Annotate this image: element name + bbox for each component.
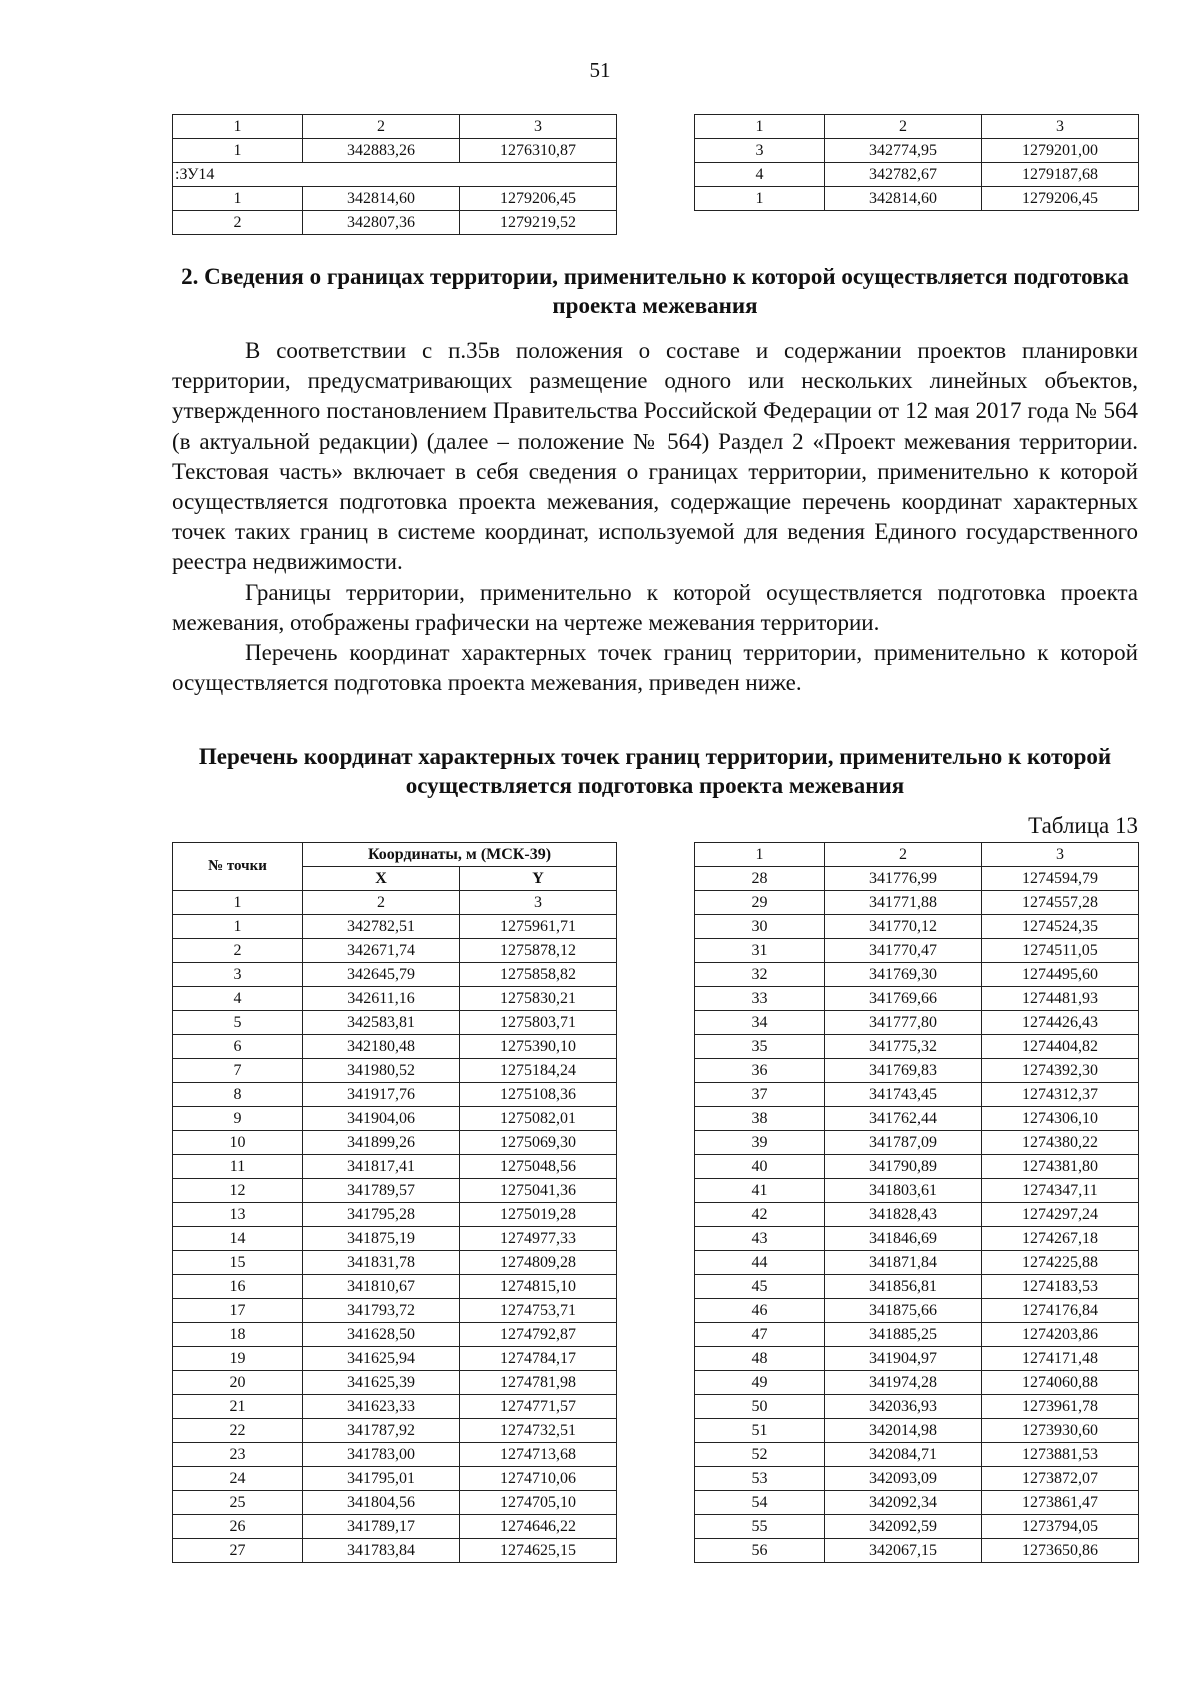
table-cell: 342084,71 [825, 1443, 982, 1467]
table-cell: 2 [303, 115, 460, 139]
table-cell: 12 [173, 1179, 303, 1203]
table-cell: 30 [695, 915, 825, 939]
table-cell: 1274306,10 [982, 1107, 1139, 1131]
table-cell: 1273872,07 [982, 1467, 1139, 1491]
table-row [173, 939, 617, 963]
table-cell: 341871,84 [825, 1251, 982, 1275]
table-cell: 2 [825, 115, 982, 139]
table-row [173, 1275, 617, 1299]
table-cell: 341771,88 [825, 891, 982, 915]
table-cell: 1274495,60 [982, 963, 1139, 987]
table-cell: 1274225,88 [982, 1251, 1139, 1275]
table-row [173, 1155, 617, 1179]
table-cell: 341817,41 [303, 1155, 460, 1179]
table-cell: 1275830,21 [460, 987, 617, 1011]
table-row [173, 1035, 617, 1059]
boundary-points-table-right [694, 842, 1139, 1563]
table-row [695, 1035, 1139, 1059]
paragraph: Перечень координат характерных точек границ территории, применительно к которой осуществляется подготовка проекта межевания, приведен ниже. [172, 640, 1138, 696]
table-cell: 1275041,36 [460, 1179, 617, 1203]
table-cell: 1274710,06 [460, 1467, 617, 1491]
table-cell: 342645,79 [303, 963, 460, 987]
table-cell: 341762,44 [825, 1107, 982, 1131]
table-row [695, 1059, 1139, 1083]
table-caption: Таблица 13 [1028, 813, 1138, 838]
table-cell: 54 [695, 1491, 825, 1515]
table-cell: 1274977,33 [460, 1227, 617, 1251]
table-cell: 13 [173, 1203, 303, 1227]
table-row [695, 915, 1139, 939]
table-cell: 342036,93 [825, 1395, 982, 1419]
table-cell: 341628,50 [303, 1323, 460, 1347]
table-row [695, 1347, 1139, 1371]
table-cell: 50 [695, 1395, 825, 1419]
table-cell: 341787,92 [303, 1419, 460, 1443]
table-cell: 341787,09 [825, 1131, 982, 1155]
table-cell: 1274732,51 [460, 1419, 617, 1443]
table-cell: 39 [695, 1131, 825, 1155]
table-cell: 53 [695, 1467, 825, 1491]
table-cell: 1274625,15 [460, 1539, 617, 1563]
boundary-points-table-left [172, 842, 617, 1563]
table-cell: 1275390,10 [460, 1035, 617, 1059]
table-cell: 1275082,01 [460, 1107, 617, 1131]
table-group-row [173, 163, 617, 187]
table-row [173, 1227, 617, 1251]
table-row [695, 187, 1139, 211]
table-cell: 1273961,78 [982, 1395, 1139, 1419]
table-row [695, 1491, 1139, 1515]
table-cell: 341625,94 [303, 1347, 460, 1371]
table-cell: 1275019,28 [460, 1203, 617, 1227]
table-cell: 342671,74 [303, 939, 460, 963]
table-cell: 1 [695, 115, 825, 139]
table-cell: 1273881,53 [982, 1443, 1139, 1467]
body-text [172, 336, 1138, 698]
table-cell: 1275069,30 [460, 1131, 617, 1155]
table-header-row [173, 843, 617, 867]
table-cell: 4 [695, 163, 825, 187]
table-cell: 38 [695, 1107, 825, 1131]
table-row [173, 1299, 617, 1323]
table-cell: 1273650,86 [982, 1539, 1139, 1563]
column-header-point-number: № точки [173, 843, 303, 891]
table-cell: 1274312,37 [982, 1083, 1139, 1107]
paragraph: Границы территории, применительно к которой осуществляется подготовка проекта межевания, отображены графически на чертеже межевания территории. [172, 579, 1138, 635]
table-cell: 49 [695, 1371, 825, 1395]
table-cell: 10 [173, 1131, 303, 1155]
top-right-coordinates-table [694, 114, 1139, 211]
table-cell: 44 [695, 1251, 825, 1275]
column-header-x: X [303, 867, 460, 891]
table-cell: 46 [695, 1299, 825, 1323]
table-cell: 16 [173, 1275, 303, 1299]
table-cell: 1279187,68 [982, 163, 1139, 187]
table-cell: 25 [173, 1491, 303, 1515]
table-row [173, 1011, 617, 1035]
table-cell: 342092,59 [825, 1515, 982, 1539]
table-cell: 341770,47 [825, 939, 982, 963]
table-cell: 342814,60 [303, 187, 460, 211]
table-row [695, 1371, 1139, 1395]
table-cell: 342807,36 [303, 211, 460, 235]
table-cell: 1274815,10 [460, 1275, 617, 1299]
table-row [695, 1419, 1139, 1443]
table-cell: 341769,66 [825, 987, 982, 1011]
table-row [173, 1539, 617, 1563]
table-cell: 341974,28 [825, 1371, 982, 1395]
table-row [695, 987, 1139, 1011]
table-cell: 24 [173, 1467, 303, 1491]
table-row [173, 1323, 617, 1347]
table-cell: 1275184,24 [460, 1059, 617, 1083]
table-cell: 1274347,11 [982, 1179, 1139, 1203]
table-cell: 1 [173, 139, 303, 163]
table-cell: 35 [695, 1035, 825, 1059]
table-cell: 341793,72 [303, 1299, 460, 1323]
table-row [695, 1395, 1139, 1419]
table-cell: 341980,52 [303, 1059, 460, 1083]
table-cell: 17 [173, 1299, 303, 1323]
table-cell: 34 [695, 1011, 825, 1035]
table-row [695, 1443, 1139, 1467]
table-cell: 21 [173, 1395, 303, 1419]
table-row [173, 891, 617, 915]
table-cell: 1274171,48 [982, 1347, 1139, 1371]
table-cell: 1274404,82 [982, 1035, 1139, 1059]
table-row [695, 139, 1139, 163]
table-row [173, 1395, 617, 1419]
table-cell: 3 [460, 891, 617, 915]
table-row [695, 963, 1139, 987]
table-cell: 1 [173, 891, 303, 915]
table-row [173, 1419, 617, 1443]
table-cell: 9 [173, 1107, 303, 1131]
table-cell: 18 [173, 1323, 303, 1347]
table-cell: 1 [173, 915, 303, 939]
table-cell: 1273794,05 [982, 1515, 1139, 1539]
table-row [173, 211, 617, 235]
table-row [173, 1059, 617, 1083]
table-cell: 341803,61 [825, 1179, 982, 1203]
table-row [173, 1203, 617, 1227]
table-row [695, 163, 1139, 187]
table-cell: 341904,97 [825, 1347, 982, 1371]
table-cell: 1 [173, 115, 303, 139]
table-row [695, 1515, 1139, 1539]
column-header-y: Y [460, 867, 617, 891]
table-cell: 1275048,56 [460, 1155, 617, 1179]
table-cell: 15 [173, 1251, 303, 1275]
table-body [173, 891, 617, 1563]
page-number: 51 [589, 58, 611, 82]
table-cell: 341777,80 [825, 1011, 982, 1035]
table-row [695, 1467, 1139, 1491]
paragraph: В соответствии с п.35в положения о составе и содержании проектов планировки территории, предусматривающих размещение одного или нескольких линейных объектов, утвержденного постановлением Правительства Российской Федерации от 12 мая 2017 года № 564 (в актуальной редакции) (далее – положение № 564) Раздел 2 «Проект межевания территории. Текстовая часть» включает в себя сведения о границах территории, применительно к которой осуществляется подготовка проекта межевания, содержащие перечень координат характерных точек таких границ в системе координат, используемой для ведения Единого государственного реестра недвижимости. [172, 338, 1138, 575]
section-heading: 2. Сведения о границах территории, применительно к которой осуществляется подготовка проекта межевания [181, 264, 1129, 318]
table-cell: 29 [695, 891, 825, 915]
table-cell: 28 [695, 867, 825, 891]
table-cell: 1274481,93 [982, 987, 1139, 1011]
table-cell: 1274594,79 [982, 867, 1139, 891]
table-row [695, 1539, 1139, 1563]
table-cell: 26 [173, 1515, 303, 1539]
table-cell: 1279201,00 [982, 139, 1139, 163]
table-cell: 11 [173, 1155, 303, 1179]
table-body [695, 843, 1139, 1563]
table-cell: 3 [982, 115, 1139, 139]
table-row [695, 1299, 1139, 1323]
table-cell: 43 [695, 1227, 825, 1251]
table-row [695, 1131, 1139, 1155]
table-cell: 1275961,71 [460, 915, 617, 939]
table-cell: 1274381,80 [982, 1155, 1139, 1179]
table-cell: 1 [173, 187, 303, 211]
table-cell: 3 [982, 843, 1139, 867]
table-cell: 3 [695, 139, 825, 163]
table-cell: 19 [173, 1347, 303, 1371]
table-cell: 341769,83 [825, 1059, 982, 1083]
table-cell: 341789,57 [303, 1179, 460, 1203]
table-cell: 1274781,98 [460, 1371, 617, 1395]
table-cell: 1274511,05 [982, 939, 1139, 963]
table-cell: 1274713,68 [460, 1443, 617, 1467]
table-row [173, 1251, 617, 1275]
table-cell: 341783,00 [303, 1443, 460, 1467]
table-row [173, 1131, 617, 1155]
table-row [173, 187, 617, 211]
table-cell: 342814,60 [825, 187, 982, 211]
table-cell: 52 [695, 1443, 825, 1467]
table-cell: 1275803,71 [460, 1011, 617, 1035]
table-cell: 14 [173, 1227, 303, 1251]
table-cell: 2 [173, 939, 303, 963]
table-cell: 36 [695, 1059, 825, 1083]
table-cell: 341790,89 [825, 1155, 982, 1179]
table-cell: 342014,98 [825, 1419, 982, 1443]
table-row [173, 1371, 617, 1395]
table-cell: 1274792,87 [460, 1323, 617, 1347]
table-cell: 1274380,22 [982, 1131, 1139, 1155]
table-cell: 1273930,60 [982, 1419, 1139, 1443]
table-cell: 6 [173, 1035, 303, 1059]
table-row [173, 1467, 617, 1491]
table-cell: 341783,84 [303, 1539, 460, 1563]
table-cell: 342782,67 [825, 163, 982, 187]
table-cell: 341804,56 [303, 1491, 460, 1515]
table-cell: 1 [695, 843, 825, 867]
table-cell: 1274809,28 [460, 1251, 617, 1275]
table-cell: 2 [173, 211, 303, 235]
table-row [173, 963, 617, 987]
table-cell: 341828,43 [825, 1203, 982, 1227]
table-cell: 342611,16 [303, 987, 460, 1011]
table-row [173, 1347, 617, 1371]
list-heading: Перечень координат характерных точек границ территории, применительно к которой осуществляется подготовка проекта межевания [198, 744, 1112, 798]
table-cell: 1274203,86 [982, 1323, 1139, 1347]
table-cell: 1274557,28 [982, 891, 1139, 915]
table-cell: 1279206,45 [982, 187, 1139, 211]
table-row [173, 915, 617, 939]
table-cell: 1276310,87 [460, 139, 617, 163]
table-cell: 5 [173, 1011, 303, 1035]
table-cell: 342092,34 [825, 1491, 982, 1515]
table-row [695, 867, 1139, 891]
table-cell: 341875,66 [825, 1299, 982, 1323]
table-cell: 1274267,18 [982, 1227, 1139, 1251]
table-cell: 1274705,10 [460, 1491, 617, 1515]
table-cell: 41 [695, 1179, 825, 1203]
table-row [695, 1323, 1139, 1347]
table-cell: 341904,06 [303, 1107, 460, 1131]
land-plot-label: :ЗУ14 [173, 163, 617, 187]
table-cell: 2 [825, 843, 982, 867]
table-row [173, 1491, 617, 1515]
table-cell: 341625,39 [303, 1371, 460, 1395]
table-cell: 342067,15 [825, 1539, 982, 1563]
table-cell: 45 [695, 1275, 825, 1299]
table-cell: 7 [173, 1059, 303, 1083]
table-row [695, 1155, 1139, 1179]
table-cell: 1274784,17 [460, 1347, 617, 1371]
table-cell: 20 [173, 1371, 303, 1395]
table-cell: 1274426,43 [982, 1011, 1139, 1035]
table-cell: 56 [695, 1539, 825, 1563]
table-cell: 341789,17 [303, 1515, 460, 1539]
table-row [695, 939, 1139, 963]
table-cell: 341769,30 [825, 963, 982, 987]
table-cell: 55 [695, 1515, 825, 1539]
table-cell: 40 [695, 1155, 825, 1179]
table-cell: 8 [173, 1083, 303, 1107]
table-cell: 341846,69 [825, 1227, 982, 1251]
table-cell: 1274176,84 [982, 1299, 1139, 1323]
table-cell: 341795,01 [303, 1467, 460, 1491]
table-cell: 47 [695, 1323, 825, 1347]
table-cell: 342883,26 [303, 139, 460, 163]
table-cell: 1279219,52 [460, 211, 617, 235]
table-row [695, 891, 1139, 915]
table-cell: 341743,45 [825, 1083, 982, 1107]
table-cell: 48 [695, 1347, 825, 1371]
table-row [695, 1179, 1139, 1203]
table-cell: 3 [173, 963, 303, 987]
table-row [173, 1083, 617, 1107]
table-cell: 1275878,12 [460, 939, 617, 963]
table-cell: 1273861,47 [982, 1491, 1139, 1515]
table-cell: 1274646,22 [460, 1515, 617, 1539]
table-cell: 341899,26 [303, 1131, 460, 1155]
table-cell: 342583,81 [303, 1011, 460, 1035]
table-cell: 1274524,35 [982, 915, 1139, 939]
table-cell: 42 [695, 1203, 825, 1227]
table-row [695, 1203, 1139, 1227]
table-cell: 22 [173, 1419, 303, 1443]
table-cell: 1274771,57 [460, 1395, 617, 1419]
table-cell: 341917,76 [303, 1083, 460, 1107]
table-cell: 341776,99 [825, 867, 982, 891]
table-cell: 4 [173, 987, 303, 1011]
table-cell: 2 [303, 891, 460, 915]
table-row [173, 987, 617, 1011]
table-row [695, 1275, 1139, 1299]
table-header-row [173, 115, 617, 139]
table-cell: 341856,81 [825, 1275, 982, 1299]
table-cell: 31 [695, 939, 825, 963]
table-cell: 1274183,53 [982, 1275, 1139, 1299]
column-header-coordinates: Координаты, м (МСК-39) [303, 843, 617, 867]
table-row [695, 1107, 1139, 1131]
table-cell: 1 [695, 187, 825, 211]
table-cell: 341875,19 [303, 1227, 460, 1251]
table-cell: 37 [695, 1083, 825, 1107]
table-cell: 1274392,30 [982, 1059, 1139, 1083]
table-cell: 33 [695, 987, 825, 1011]
table-cell: 341775,32 [825, 1035, 982, 1059]
table-cell: 27 [173, 1539, 303, 1563]
table-cell: 1274297,24 [982, 1203, 1139, 1227]
table-cell: 342180,48 [303, 1035, 460, 1059]
table-cell: 1274753,71 [460, 1299, 617, 1323]
table-header-row [695, 115, 1139, 139]
table-cell: 341770,12 [825, 915, 982, 939]
table-cell: 1274060,88 [982, 1371, 1139, 1395]
table-row [173, 1515, 617, 1539]
top-left-coordinates-table [172, 114, 617, 235]
table-row [695, 1083, 1139, 1107]
table-cell: 341795,28 [303, 1203, 460, 1227]
table-cell: 51 [695, 1419, 825, 1443]
table-cell: 341831,78 [303, 1251, 460, 1275]
table-cell: 342782,51 [303, 915, 460, 939]
table-cell: 342774,95 [825, 139, 982, 163]
table-row [695, 1227, 1139, 1251]
table-row [695, 1251, 1139, 1275]
table-cell: 23 [173, 1443, 303, 1467]
table-row [695, 1011, 1139, 1035]
table-row [173, 1443, 617, 1467]
table-row [695, 843, 1139, 867]
table-row [173, 1107, 617, 1131]
table-row [173, 1179, 617, 1203]
table-cell: 1275108,36 [460, 1083, 617, 1107]
table-cell: 341623,33 [303, 1395, 460, 1419]
table-cell: 1279206,45 [460, 187, 617, 211]
table-cell: 3 [460, 115, 617, 139]
table-cell: 341810,67 [303, 1275, 460, 1299]
table-cell: 32 [695, 963, 825, 987]
table-cell: 341885,25 [825, 1323, 982, 1347]
table-cell: 1275858,82 [460, 963, 617, 987]
table-cell: 342093,09 [825, 1467, 982, 1491]
table-row [173, 139, 617, 163]
